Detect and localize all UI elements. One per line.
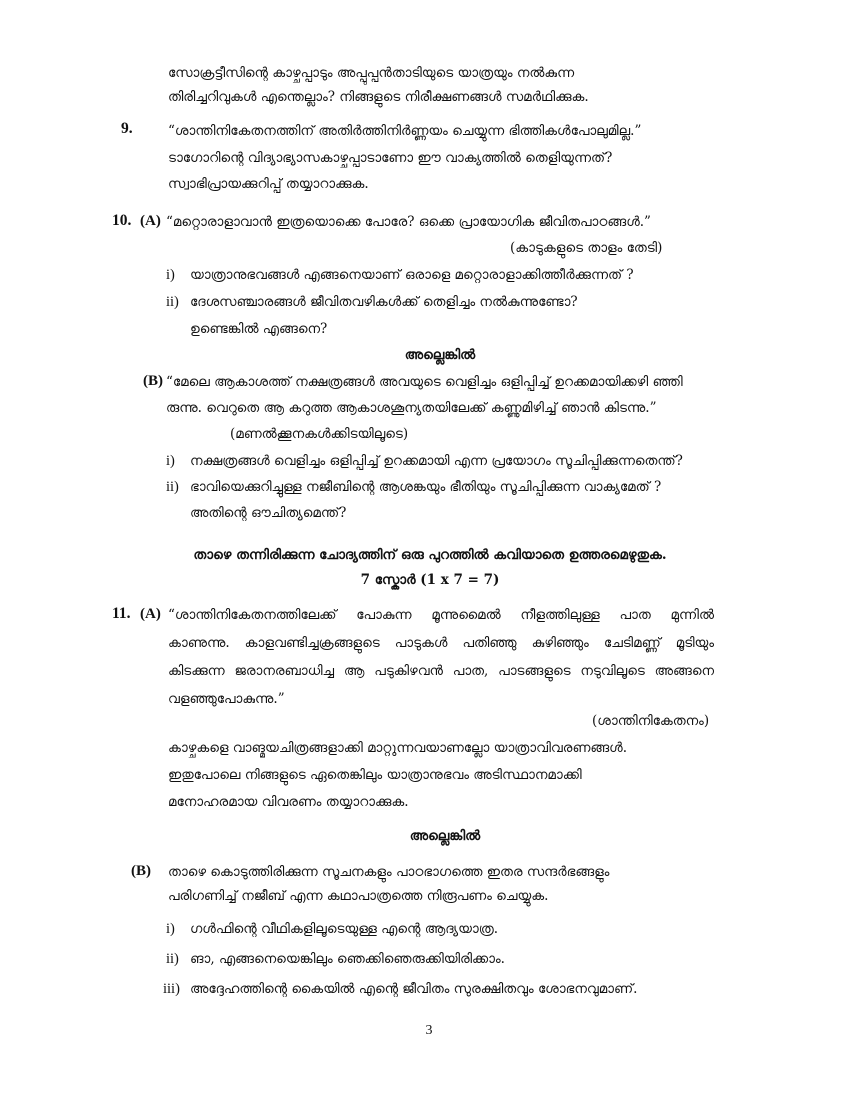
question-10a-sub-2-line-2: ഉണ്ടെങ്കിൽ എങ്ങനെ? xyxy=(190,321,328,337)
question-11b-sub-1-number: i) xyxy=(166,921,175,937)
question-11b-sub-3: അദ്ദേഹത്തിന്റെ കൈയിൽ എന്റെ ജീവിതം സുരക്ഷിതവും ശോഭനവുമാണ്. xyxy=(190,981,638,997)
question-11b-sub-3-number: iii) xyxy=(163,981,180,997)
question-11-number: 11. xyxy=(112,605,131,622)
question-9-line-3: സ്വാഭിപ്രായക്കുറിപ്പ് തയ്യാറാക്കുക. xyxy=(168,176,369,192)
question-11b-sub-2-number: ii) xyxy=(166,951,179,967)
question-10a-sub-2-number: ii) xyxy=(166,294,179,310)
question-9-line-2: ടാഗോറിന്റെ വിദ്യാഭ്യാസകാഴ്ചപ്പാടാണോ ഈ വാക്യത്തിൽ തെളിയുന്നത്? xyxy=(168,150,613,166)
question-11a-task-line-3: മനോഹരമായ വിവരണം തയ്യാറാക്കുക. xyxy=(168,794,409,810)
question-11b-sub-1: ഗൾഫിന്റെ വീഥികളിലൂടെയുള്ള എന്റെ ആദ്യയാത്ര. xyxy=(190,921,499,937)
question-11b-label: (B) xyxy=(131,863,151,879)
question-10b-quote-line-1: “മേലെ ആകാശത്ത് നക്ഷത്രങ്ങൾ അവയുടെ വെളിച്ചം ഒളിപ്പിച്ച് ഉറക്കമായിക്കഴി ഞ്ഞി xyxy=(166,374,683,390)
intro-line-1: സോക്രട്ടീസിന്റെ കാഴ്ചപ്പാടും അപ്പുപ്പൻതാടിയുടെ യാത്രയും നൽകുന്ന xyxy=(168,65,575,81)
question-11a-line-1: “ശാന്തിനികേതനത്തിലേക്ക് പോകുന്ന മൂന്നുമൈൽ നീളത്തിലുള്ള പാത മുന്നിൽ xyxy=(168,607,714,623)
question-10a-label: (A) xyxy=(140,213,161,229)
question-10a-quote: “മറ്റൊരാളാവാൻ ഇത്രയൊക്കെ പോരേ? ഒക്കെ പ്രായോഗിക ജീവിതപാഠങ്ങൾ.” xyxy=(166,214,651,230)
question-10-or-divider: അല്ലെങ്കിൽ xyxy=(404,347,476,363)
question-10a-source: (കാടുകളുടെ താളം തേടി) xyxy=(510,240,663,256)
question-10b-source: (മണൽക്കൂനകൾക്കിടയിലൂടെ) xyxy=(230,426,409,442)
question-11a-source: (ശാന്തിനികേതനം) xyxy=(592,713,710,729)
question-11b-line-2: പരിഗണിച്ച് നജീബ് എന്ന കഥാപാത്രത്തെ നിരൂപണം ചെയ്യുക. xyxy=(168,888,549,904)
question-11b-sub-2: ങാ, എങ്ങനെയെങ്കിലും ഞെക്കിഞെരുക്കിയിരിക്കാം. xyxy=(190,951,505,967)
question-10b-sub-1: നക്ഷത്രങ്ങൾ വെളിച്ചം ഒളിപ്പിച്ച് ഉറക്കമായി എന്ന പ്രയോഗം സൂചിപ്പിക്കുന്നതെന്ത്? xyxy=(190,453,683,469)
question-10b-sub-2-number: ii) xyxy=(166,479,179,495)
question-10b-sub-1-number: i) xyxy=(166,453,175,469)
question-10b-sub-2-line-2: അതിന്റെ ഔചിത്യമെന്ത്? xyxy=(190,505,347,521)
question-10a-sub-2-line-1: ദേശസഞ്ചാരങ്ങൾ ജീവിതവഴികൾക്ക് തെളിച്ചം നൽകുന്നുണ്ടോ? xyxy=(190,294,578,310)
section-score: 7 സ്കോർ (1 x 7 = 7) xyxy=(360,572,500,588)
question-9-line-1: “ശാന്തിനികേതനത്തിന് അതിർത്തിനിർണ്ണയം ചെയ്യുന്ന ഭിത്തികൾപോലുമില്ല.” xyxy=(168,123,642,139)
question-10b-sub-2-line-1: ഭാവിയെക്കുറിച്ചുള്ള നജീബിന്റെ ആശങ്കയും ഭീതിയും സൂചിപ്പിക്കുന്ന വാക്യമേത് ? xyxy=(190,479,662,495)
section-instruction: താഴെ തന്നിരിക്കുന്ന ചോദ്യത്തിന് ഒരു പുറത്തിൽ കവിയാതെ ഉത്തരമെഴുതുക. xyxy=(193,547,667,563)
page-number: 3 xyxy=(425,1023,433,1038)
question-10b-quote-line-2: രുന്നു. വെറുതെ ആ കറുത്ത ആകാശശൂന്യതയിലേക്ക് കണ്ണുമിഴിച്ച് ഞാൻ കിടന്നു.” xyxy=(166,400,657,416)
question-10a-sub-1-number: i) xyxy=(166,267,175,283)
intro-line-2: തിരിച്ചറിവുകൾ എന്തെല്ലാം? നിങ്ങളുടെ നിരീക്ഷണങ്ങൾ സമർഥിക്കുക. xyxy=(168,89,589,105)
question-10a-sub-1: യാത്രാനുഭവങ്ങൾ എങ്ങനെയാണ് ഒരാളെ മറ്റൊരാളാക്കിത്തീർക്കുന്നത് ? xyxy=(190,267,634,283)
question-11a-line-3: കിടക്കുന്ന ജരാനരബാധിച്ച ആ പടുകിഴവൻ പാത, പാടങ്ങളുടെ നടുവിലൂടെ അങ്ങനെ xyxy=(168,663,714,679)
question-11b-line-1: താഴെ കൊടുത്തിരിക്കുന്ന സൂചനകളും പാഠഭാഗത്തെ ഇതര സന്ദർഭങ്ങളും xyxy=(168,864,610,880)
question-10-number: 10. xyxy=(112,212,132,229)
question-11a-line-2: കാണുന്നു. കാളവണ്ടിച്ചക്രങ്ങളുടെ പാടുകൾ പതിഞ്ഞു കുഴിഞ്ഞും ചേടിമണ്ണ് മൂടിയും xyxy=(168,635,714,651)
question-11a-line-4: വളഞ്ഞുപോകുന്നു.” xyxy=(168,691,285,707)
question-10b-label: (B) xyxy=(143,373,163,389)
question-11a-label: (A) xyxy=(140,606,161,622)
question-11a-task-line-1: കാഴ്ചകളെ വാങ്മയചിത്രങ്ങളാക്കി മാറ്റുന്നവയാണല്ലോ യാത്രാവിവരണങ്ങൾ. xyxy=(168,740,628,756)
question-9-number: 9. xyxy=(121,120,133,137)
question-11-or-divider: അല്ലെങ്കിൽ xyxy=(409,828,481,844)
question-11a-task-line-2: ഇതുപോലെ നിങ്ങളുടെ ഏതെങ്കിലും യാത്രാനുഭവം അടിസ്ഥാനമാക്കി xyxy=(168,767,582,783)
